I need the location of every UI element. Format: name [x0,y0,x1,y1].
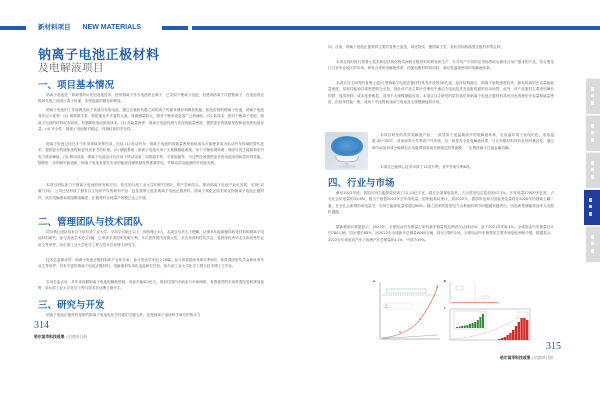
panel-c-green-bar [461,326,463,328]
paragraph: 向。目前，钠离子电池正极材料主要有普鲁士蓝类、氧化物类、聚阴离子类、有机类和转换型正极材料等五种。 [328,45,505,49]
panel-c-red-bar [518,322,520,340]
paragraph: 技术总监谢冰雪：钠离子电池正极材料和产业化专家，参与发表学术论文16篇，参与申请国家发明专利9项，曾获得国家奖学金和优秀毕业生等荣誉，具有丰富的钠离子电池正极材料、电解液和实用化电池研究经验，哈尔滨工业大学化学工程与技术博士生毕业。 [38,258,264,269]
electrolyte-sample-photo [325,132,368,170]
panel-c-green-bar [459,327,461,329]
figure-svg [370,277,540,347]
panel-c-red-bar [515,326,517,340]
panel-c-green-bar [472,323,474,328]
paragraph: 本项目团队致力于钠离子电池的研发和应用，依托哈尔滨工业大学的研究团队，将产学研结合，推动钠离子电池产业化发展，实现“双碳”目标。公司已经形成了拥有自主知识产权的系列产品：包括普鲁士蓝类钠离子电池正极材料、阴离子氧化还原类氧化物钠离子电池正极材料、高压电解液和高阻燃电解质、正极材料百吨量产规模已达公斤级。 [38,183,264,200]
panel-b-box [456,286,463,290]
section-tag [38,22,141,31]
section-tag-cn: 新材料项目 [38,23,71,31]
glass-base [338,165,356,168]
header-bar-mid [162,26,188,30]
panel-c-green-bars [456,314,484,328]
paragraph: 钠离子电池正极材料是制约钠离子电池电化学性能的关键元件，也是钠离子电池科学研究的热点方 [46,313,201,317]
panel-b-box [482,296,489,299]
page-title: 钠离子电池正极材料 [38,48,160,63]
panel-c-green-bar [456,327,458,328]
footer-left: 哈尔滨市科技成果 | 招商项目册 [34,334,88,339]
panel-c-green-bar [464,326,466,329]
panel-a-label: a [373,279,376,283]
section-heading-basic-info: 一、项目基本情况 [38,80,115,91]
page-subtitle: 及电解液项目 [38,62,104,74]
section-tag-en: NEW MATERIALS [82,24,142,31]
panel-a-legend [384,303,412,309]
paragraph: 本项目同时进行普鲁士蓝类和层状氧化物类两种正极材料的研发和生产，针对用户不同的应用场景给出最适合用户需求的产品，结合黑龙江乃至东北地区的市场，研发合适的电解液体系，匹配电极材料的同时，满足宽温域使用的电解液体系。 [328,60,554,71]
footer-subtitle: 招商项目册 [534,355,554,360]
panel-a-point [436,286,438,288]
panel-c-red-bar [498,339,500,340]
footer-title: 哈尔滨市科技成果 [500,355,531,360]
chapter-tab[interactable] [586,226,600,262]
panel-c-label: c [444,306,446,310]
panel-a-point [419,318,421,320]
panel-c-red-bar [501,338,503,340]
paragraph: 市场总监孟岩：多年来深耕钠离子电池电解液领域，发表多篇SCI论文，曾前往国内多地参与市场调研，有着强烈的市场供需经验和规划视野，哈尔滨工业大学化学工程与技术在读博士研究生。 [38,280,264,291]
paragraph: 本项目已就核心技术申请了12项专利，其中发明专利8项。 [380,165,474,169]
panel-c-green-bar [482,314,484,328]
chapter-tabs [584,78,600,264]
page-number-right: 315 [546,341,561,352]
paragraph: 据新税统计数据显示，2022年，全球电动汽车销量占所有新车销量的比例首次达到10%，高于2021年的8.3%。全球电动汽车销量总计约780万辆，同比增长68%，而2022年全球新车总销量8060万辆，同比下降约1%。全球电动汽车销售的主要市场是欧洲和中国。数据显示，2022全年纯电动汽车占欧洲汽车总销量的11%，中国为19%。 [328,225,554,242]
panel-c-green-bar [477,320,479,328]
header-bar-right [192,26,600,30]
paragraph: 截至2022年底，我国可再生能源装机到了12.13亿千瓦，超过全国煤电装机，占全国发电总装机的47.3%，年发电量27000多亿度，占全社会用电量的31.6%，相当于欧盟2021年全年用电量。国家能源局预计，到2025年，我国风电和太阳能发电量将在2020年的基础上翻一番，在全社会新增的用电量中，可再生能源电量将超过80%。随之而来的将是电力全系统的调节问题越来越突出，因此新型储能将迎来大发展机遇期。 [328,191,554,214]
chapter-tab[interactable] [586,78,600,114]
panel-c-green-bar [466,325,468,328]
market-figure [370,277,540,347]
panel-c-red-bar [526,320,528,340]
panel-c-red-bar [512,330,514,340]
panel-c-red-bar [504,337,506,340]
footer-subtitle: 招商项目册 [68,334,88,339]
paragraph: 钠离子电池的工作原理类似于其他可充电电池，通过正极和负极之间的离子传输来储存和释放电能。相比传统的锂离子电池，钠离子电池具有以下优势：(1) 钠资源丰富：钠是地壳中丰富的元素，资源储量较大，相对于锂来说更加广泛和廉价。(2) 低成本：相对于锂离子电池，钠离子电池的材料成本较低，有望降低电池制造成本。(3) 高能量密度：钠离子电池有潜力实现高能量密度，提供更长的续航里程和更高的电池容量。(4) 安全性：钠离子电池相对稳定，具备较高的安全性。 [38,108,264,131]
panel-c-red-bar [520,318,522,340]
header-bar-left [0,26,26,30]
paragraph: 钠离子电池已经在多个应用领域发挥作用，包括 (1) 电动汽车：钠离子电池的高能量密度和低成本可能使其成为电动汽车领域的替代技术，提供更长的续航里程和更具竞争力的价格。(2) 储能系统：钠离子电池可用于大规模储能系统，用于平衡电网负荷、储存可再生能源和应对电力需求峰值。(3) 移动设备：钠离子电池也可以应用于移动设备，如智能手机、平板电脑等，为这些设备提供更长的电池寿命和更好的性能。随着进一步的研究和创新，钠离子电池有望在未来的能源存储领域发挥重要作用，并推动清洁能源的可持续发展。 [38,142,264,165]
section-heading-market: 四、行业与市场 [328,178,395,189]
page-number-left: 314 [34,320,49,331]
panel-a-threshold-box [386,289,426,293]
panel-c-red-bar [509,333,511,340]
blue-powder [331,136,363,156]
paragraph: 钠离子电池是一种新型的可充电电池技术，使用钠离子作为电池的正离子，已类似于锂离子电池，但使用钠离子代替锂离子，在电池的正极和负极之间进行离子传递，实现电能的储存和释放。 [38,93,264,104]
chapter-tab[interactable] [586,115,600,151]
footer-right: 哈尔滨市科技成果 | 招商项目册 [500,355,554,360]
chapter-tab-active[interactable] [584,189,600,225]
panel-a-point [399,331,401,333]
chapter-tab[interactable] [586,152,600,188]
section-heading-rnd: 三、研究与开发 [38,300,105,311]
paragraph: 项目核心团队均来自于哈尔滨工业大学，平均学历硕士以上，拥有博士4人。本项目负责人王俊鹏，从事多年能源储存转化材料和钠离子电池材料研究，参与发表学术论文3篇，已申请多项国家发明专利，多次获得国内竞赛大奖，多次获得科技奖学金，曾获得优秀毕业生和优秀毕业论文等荣誉，哈尔滨工业大学化学工程与技术在读博士研究生。 [38,230,264,247]
panel-c-green-bar [474,322,476,328]
panel-c-red-bar [506,335,508,340]
panel-c-green-bar [469,324,471,328]
footer-title: 哈尔滨市科技成果 [34,334,65,339]
panel-b-label: b [444,279,447,283]
panel-c-legend [518,312,528,318]
paragraph: 本项目自主研发的普鲁士蓝/白型钠离子电池正极材料具有开放的3D孔道，晶体结构稳定，钠离子嵌脱速度较快，拥有较高的比容量和能量密度，倍率性能和功率密度较为出色，因此该产品主要针对锂电中速动力电池及其充电桩电源的应用场景。此外，该产品原料主要采用廉价的铁、锰类材料，成本优势明显，适用于大规模储能应用。本项目自主研发的层状氧化物钠离子电池正极材料具有出色的理论比容量和能量密度，但倍率性能一般，适用于中远程低速动力电池及大规模储能的应用。 [328,81,554,104]
section-heading-team: 二、管理团队与技术团队 [38,217,143,228]
panel-c-green-bar [479,317,481,328]
paragraph: 本项目研发的高效电解液产品，一款适用于宽温域设计的电解液体系，在低温环境下表现出色，适用温度-30~40℃，适用场景为冬季或户外环境。另一款是安全性电解液体系，与正负极材料具有良好的兼容性，通过调节添加剂成分能够在正负极界面形成坚固稳定的界面膜，一定程度减少过渡金属溶解。 [372,133,554,150]
